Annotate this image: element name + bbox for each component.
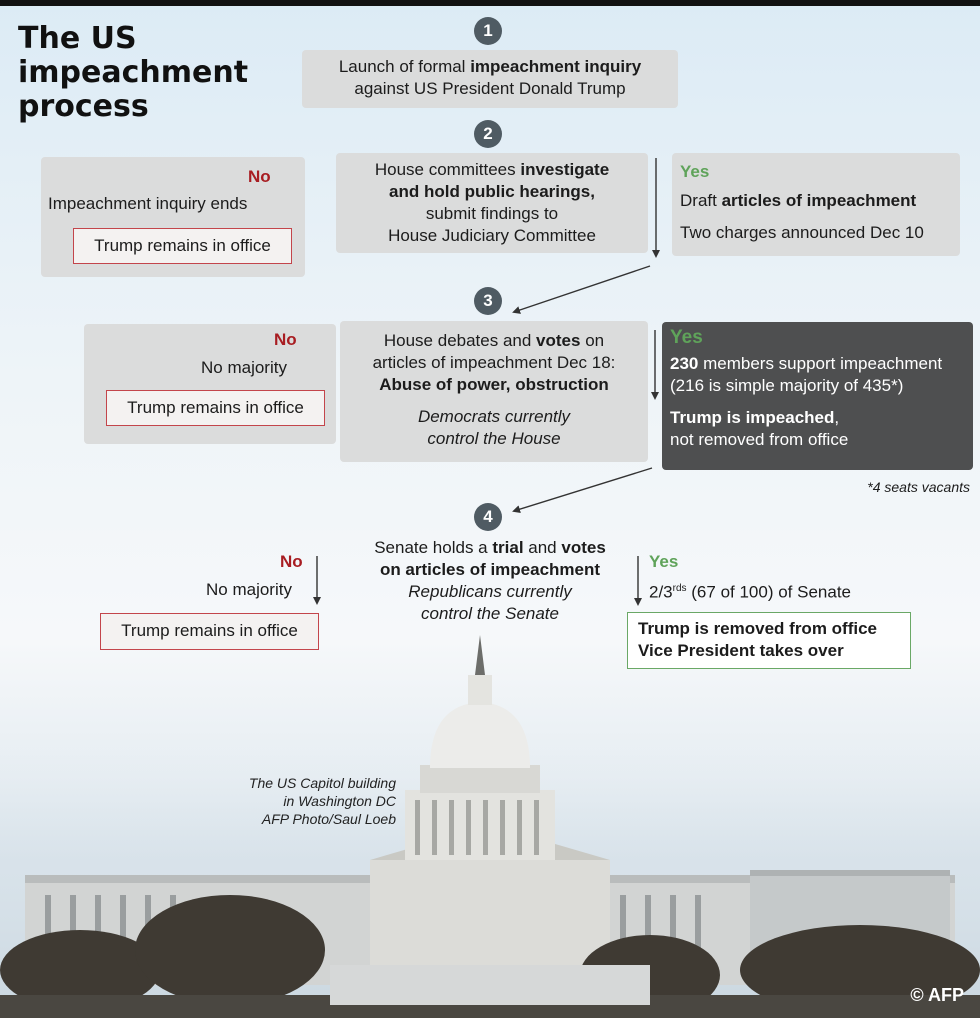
step-3-marker: 3 [474, 287, 502, 315]
step-4-no-label: No [280, 552, 303, 571]
step-3-footnote: *4 seats vacants [867, 479, 970, 495]
step-2-no-label: No [248, 167, 271, 186]
step-3-box: House debates and votes on articles of impeachment Dec 18: Abuse of power, obstruction Democrats currently control the House [340, 321, 648, 462]
step-2-box: House committees investigate and hold public hearings, submit findings to House Judiciary Committee [336, 153, 648, 253]
step-3-no-box [84, 324, 336, 444]
photo-caption: The US Capitol building in Washington DC AFP Photo/Saul Loeb [248, 775, 396, 827]
step-3-yes-box: Yes 230 members support impeachment (216 is simple majority of 435*) Trump is impeached, not removed from office [662, 322, 973, 470]
page-title: The US impeachment process [18, 21, 249, 124]
step-2-no-text: Impeachment inquiry ends [48, 194, 248, 213]
step-2-yes-line2: Two charges announced Dec 10 [680, 223, 924, 242]
step-4-text: Senate holds a trial and votes on articles of impeachment Republicans currently control the Senate [374, 538, 606, 623]
step-3-no-text: No majority [201, 358, 287, 377]
step-4-yes-threshold: $2/3^{rds}$ (67 of 100) of Senate [649, 582, 851, 602]
step-4-no-result: Trump remains in office [100, 613, 319, 650]
step-4-marker: 4 [474, 503, 502, 531]
step-1-marker: 1 [474, 17, 502, 45]
step-4-yes-label: Yes [649, 552, 679, 571]
step-3-no-result: Trump remains in office [106, 390, 325, 426]
step-2-marker: 2 [474, 120, 502, 148]
step-4-no-text: No majority [206, 580, 292, 599]
step-2-yes-line1: Draft articles of impeachment [680, 191, 917, 210]
step-3-yes-label: Yes [670, 327, 703, 348]
step-4-yes-result: Trump is removed from office Vice President takes over [627, 612, 911, 669]
afp-logo: © AFP [910, 985, 964, 1005]
step-2-yes-label: Yes [680, 162, 710, 181]
step-1-box: Launch of formal impeachment inquiry against US President Donald Trump [302, 50, 678, 108]
step-3-no-label: No [274, 330, 297, 349]
step-2-no-result: Trump remains in office [73, 228, 292, 264]
